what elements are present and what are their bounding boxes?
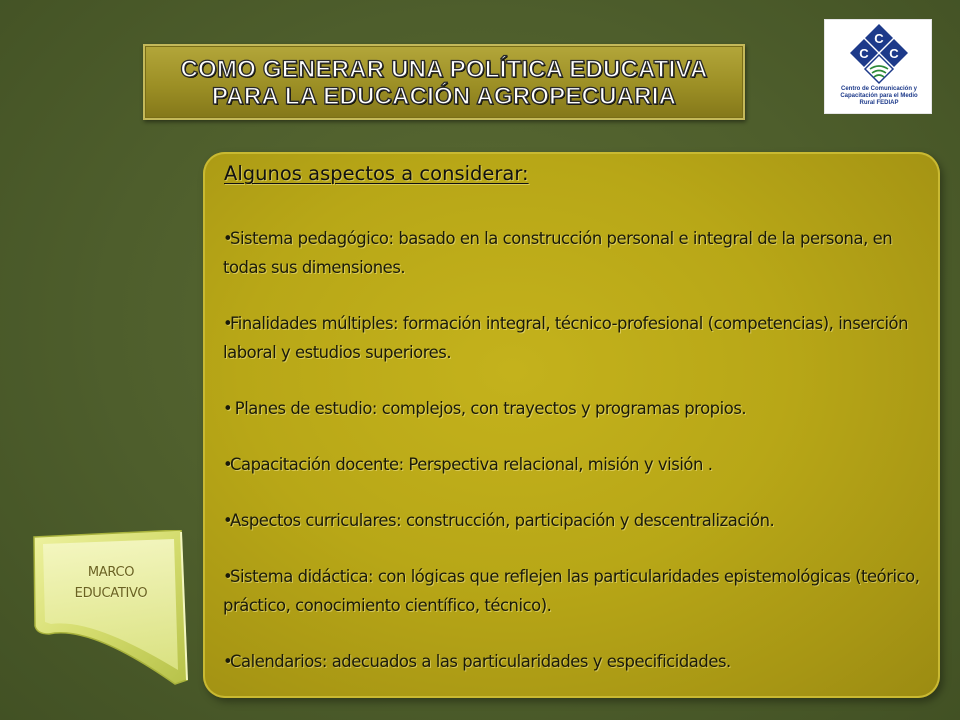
- bullet-text: Capacitación docente: Perspectiva relacional, misión y visión .: [230, 455, 713, 474]
- title-line-2: PARA LA EDUCACIÓN AGROPECUARIA: [211, 83, 677, 110]
- logo-caption-line-3: Rural FEDIAP: [859, 100, 899, 106]
- bullet-item: [223, 309, 923, 367]
- marco-educativo-label: [61, 562, 161, 604]
- bullet-dot: •: [223, 229, 233, 248]
- bullet-item: [223, 647, 923, 676]
- bullet-dot: •: [223, 455, 233, 474]
- bullet-item: [223, 506, 923, 535]
- bullet-text: Aspectos curriculares: construcción, participación y descentralización.: [230, 511, 775, 530]
- bullet-text: Sistema pedagógico: basado en la construcción personal e integral de la persona, en todas sus dimensiones.: [223, 229, 893, 277]
- logo-letter-left: C: [859, 46, 869, 61]
- slide-title-box: [143, 44, 745, 120]
- logo-caption: [831, 86, 927, 107]
- fediap-logo: [824, 19, 932, 114]
- title-line-1: COMO GENERAR UNA POLÍTICA EDUCATIVA: [180, 56, 708, 83]
- logo-caption-line-1: Centro de Comunicación y: [840, 86, 917, 92]
- slide-title: [145, 56, 743, 110]
- marco-inner-shape: [43, 539, 178, 670]
- content-panel: [203, 152, 940, 698]
- bullet-dot: •: [223, 314, 233, 333]
- panel-heading: Algunos aspectos a considerar:: [224, 162, 529, 185]
- ccc-logo-icon: [848, 23, 910, 85]
- bullet-dot: •: [223, 511, 233, 530]
- marco-shape-graphic: [31, 530, 191, 690]
- bullet-item: [223, 224, 923, 282]
- bullet-dot: •: [223, 399, 233, 418]
- bullet-dot: •: [223, 567, 233, 586]
- marco-educativo-shape: [31, 530, 191, 690]
- bullet-dot: •: [223, 652, 233, 671]
- logo-letter-right: C: [889, 46, 899, 61]
- marco-label-line-2: EDUCATIVO: [74, 586, 148, 601]
- bullet-item: [223, 394, 923, 423]
- marco-label-line-1: MARCO: [87, 565, 135, 580]
- bullet-item: [223, 450, 923, 479]
- logo-caption-line-2: Capacitación para el Medio: [840, 93, 918, 99]
- bullet-item: [223, 562, 923, 620]
- bullet-list: [223, 224, 923, 703]
- logo-letter-top: C: [874, 31, 884, 46]
- bullet-text: Calendarios: adecuados a las particularidades y especificidades.: [230, 652, 731, 671]
- bullet-text: Sistema didáctica: con lógicas que reflejen las particularidades epistemológicas (teórico, práctico, conocimiento científico, técnico).: [223, 567, 920, 615]
- bullet-text: Finalidades múltiples: formación integral, técnico-profesional (competencias), inserción laboral y estudios superiores.: [223, 314, 909, 362]
- bullet-text: Planes de estudio: complejos, con trayectos y programas propios.: [230, 399, 747, 418]
